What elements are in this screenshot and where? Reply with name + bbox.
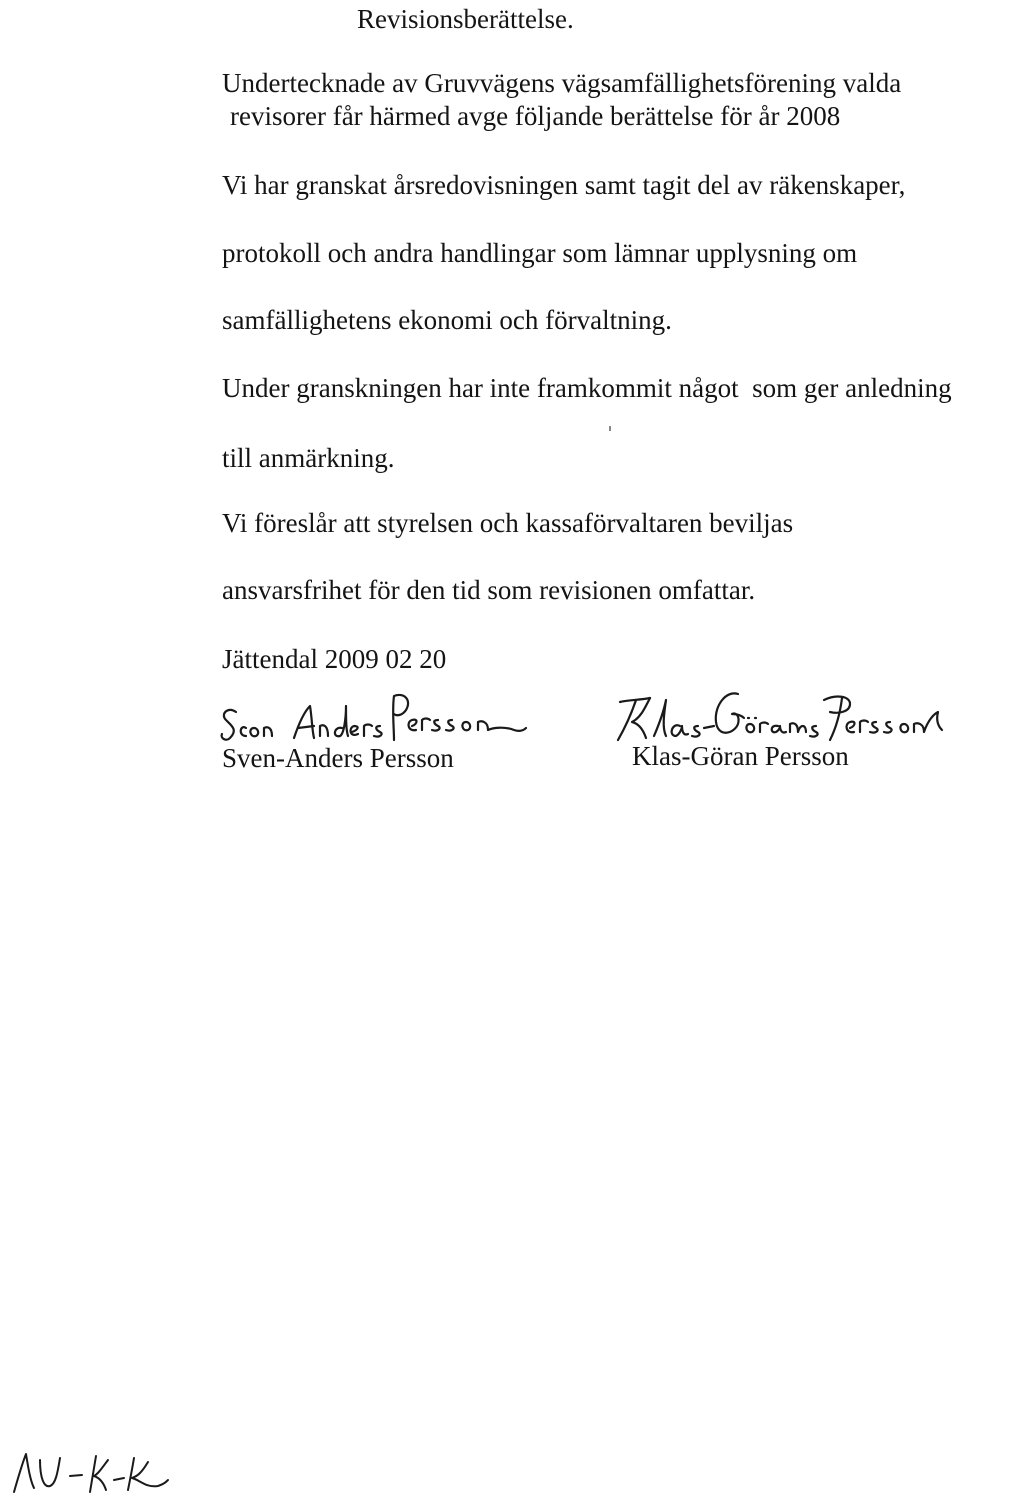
- body-line-1: Undertecknade av Gruvvägens vägsamfällighetsförening valda: [222, 68, 902, 98]
- place-date: Jättendal 2009 02 20: [222, 644, 447, 674]
- body-line-6: Under granskningen har inte framkommit något som ger anledning: [222, 373, 952, 403]
- body-line-8: Vi föreslår att styrelsen och kassaförvaltaren beviljas: [222, 508, 794, 538]
- signature-klas-goran-persson: [610, 684, 945, 744]
- scan-speck: [609, 426, 611, 431]
- body-line-9: ansvarsfrihet för den tid som revisionen omfattar.: [222, 575, 756, 605]
- signatory-name-1: Sven-Anders Persson: [222, 743, 454, 773]
- body-line-2: revisorer får härmed avge följande berättelse för år 2008: [230, 101, 841, 131]
- body-line-7: till anmärkning.: [222, 443, 395, 473]
- signature-sven-anders-persson: [218, 688, 528, 746]
- body-line-4: protokoll och andra handlingar som lämnar upplysning om: [222, 238, 858, 268]
- signatory-name-2: Klas-Göran Persson: [632, 741, 849, 771]
- document-title: Revisionsberättelse.: [357, 4, 574, 34]
- body-line-5: samfällighetens ekonomi och förvaltning.: [222, 305, 672, 335]
- body-line-3: Vi har granskat årsredovisningen samt tagit del av räkenskaper,: [222, 170, 906, 200]
- handwritten-initials: [10, 1448, 170, 1494]
